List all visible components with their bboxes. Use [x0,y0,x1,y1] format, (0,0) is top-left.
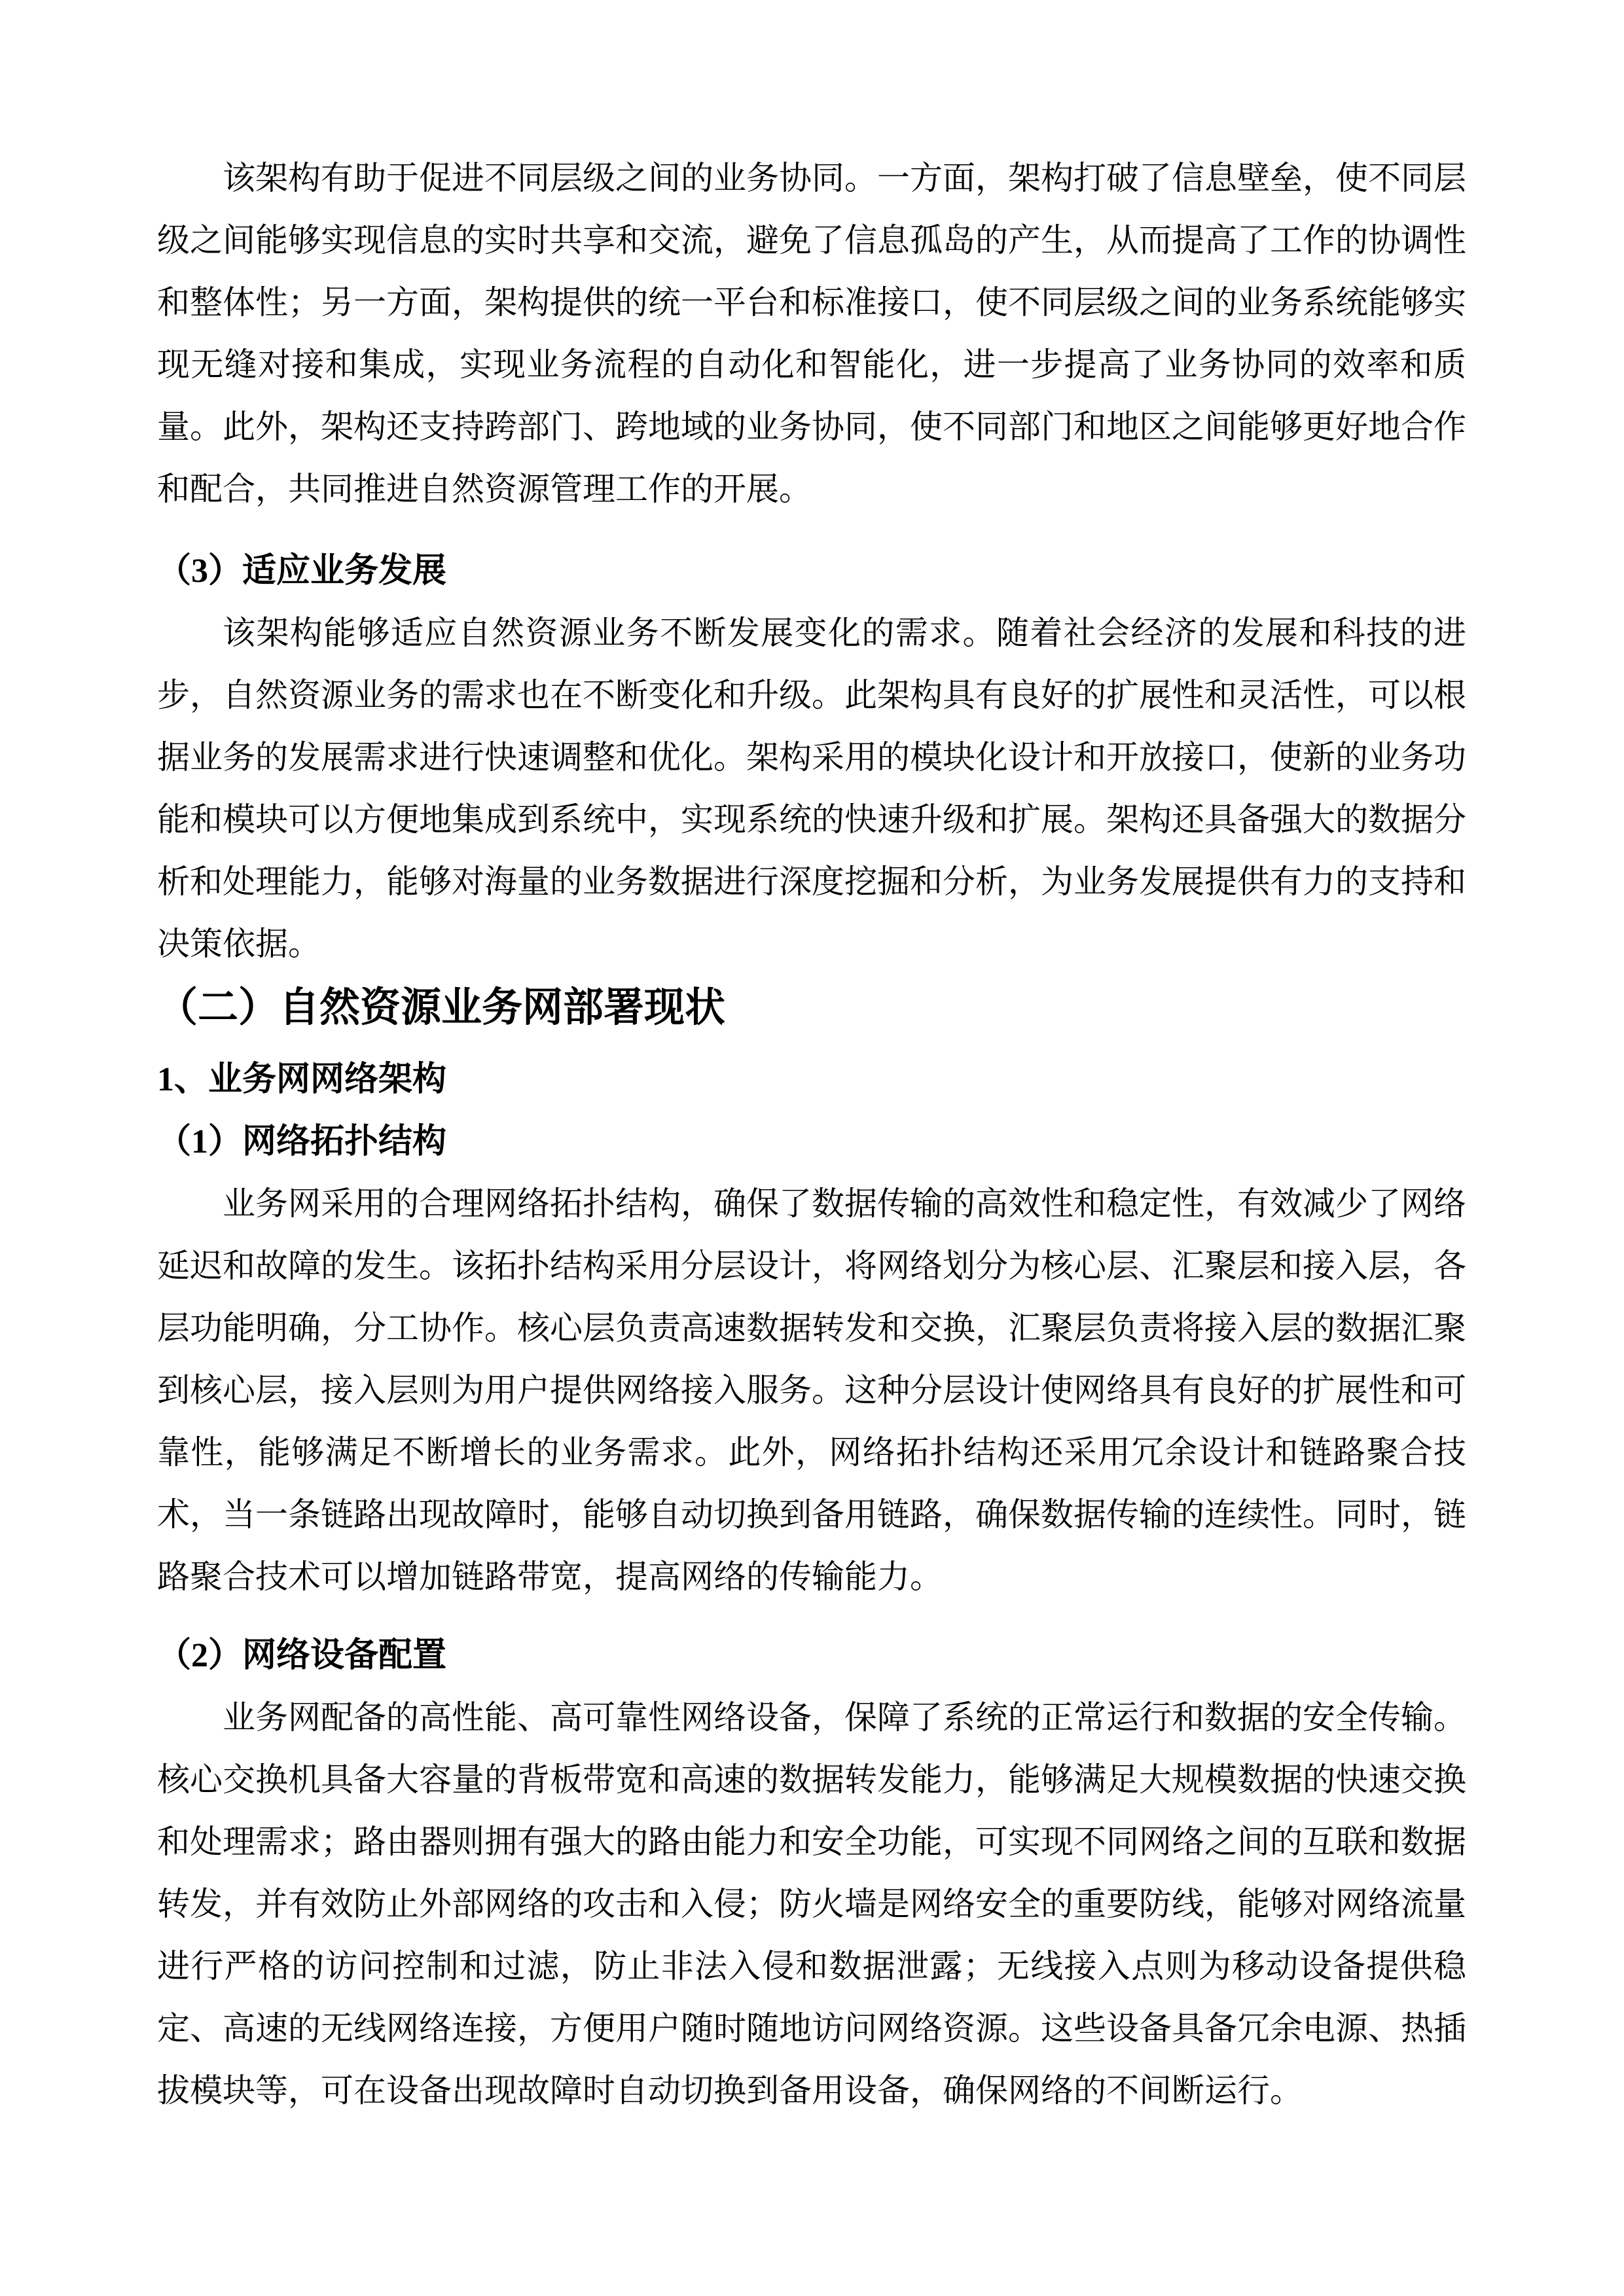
paragraph-business-collaboration: 该架构有助于促进不同层级之间的业务协同。一方面，架构打破了信息壁垒，使不同层级之间能够实现信息的实时共享和交流，避免了信息孤岛的产生，从而提高了工作的协调性和整体性；另一方面，架构提供的统一平台和标准接口，使不同层级之间的业务系统能够实现无缝对接和集成，实现业务流程的自动化和智能化，进一步提高了业务协同的效率和质量。此外，架构还支持跨部门、跨地域的业务协同，使不同部门和地区之间能够更好地合作和配合，共同推进自然资源管理工作的开展。 [157,160,1466,507]
heading-network-equipment: （2）网络设备配置 [157,1637,447,1674]
paragraph-network-topology: 业务网采用的合理网络拓扑结构，确保了数据传输的高效性和稳定性，有效减少了网络延迟和故障的发生。该拓扑结构采用分层设计，将网络划分为核心层、汇聚层和接入层，各层功能明确，分工协作。核心层负责高速数据转发和交换，汇聚层负责将接入层的数据汇聚到核心层，接入层则为用户提供网络接入服务。这种分层设计使网络具有良好的扩展性和可靠性，能够满足不断增长的业务需求。此外，网络拓扑结构还采用冗余设计和链路聚合技术，当一条链路出现故障时，能够自动切换到备用链路，确保数据传输的连续性。同时，链路聚合技术可以增加链路带宽，提高网络的传输能力。 [157,1185,1466,1595]
heading-adapt-business-development: （3）适应业务发展 [157,552,447,590]
paragraph-network-equipment: 业务网配备的高性能、高可靠性网络设备，保障了系统的正常运行和数据的安全传输。核心交换机具备大容量的背板带宽和高速的数据转发能力，能够满足大规模数据的快速交换和处理需求；路由器则拥有强大的路由能力和安全功能，可实现不同网络之间的互联和数据转发，并有效防止外部网络的攻击和入侵；防火墙是网络安全的重要防线，能够对网络流量进行严格的访问控制和过滤，防止非法入侵和数据泄露；无线接入点则为移动设备提供稳定、高速的无线网络连接，方便用户随时随地访问网络资源。这些设备具备冗余电源、热插拔模块等，可在设备出现故障时自动切换到备用设备，确保网络的不间断运行。 [157,1699,1466,2109]
paragraph-adapt-business-development: 该架构能够适应自然资源业务不断发展变化的需求。随着社会经济的发展和科技的进步，自然资源业务的需求也在不断变化和升级。此架构具有良好的扩展性和灵活性，可以根据业务的发展需求进行快速调整和优化。架构采用的模块化设计和开放接口，使新的业务功能和模块可以方便地集成到系统中，实现系统的快速升级和扩展。架构还具备强大的数据分析和处理能力，能够对海量的业务数据进行深度挖掘和分析，为业务发展提供有力的支持和决策依据。 [157,615,1466,962]
heading-section-business-network-status: （二）自然资源业务网部署现状 [157,986,726,1030]
heading-network-topology: （1）网络拓扑结构 [157,1123,447,1160]
heading-network-architecture: 1、业务网网络架构 [157,1061,447,1098]
